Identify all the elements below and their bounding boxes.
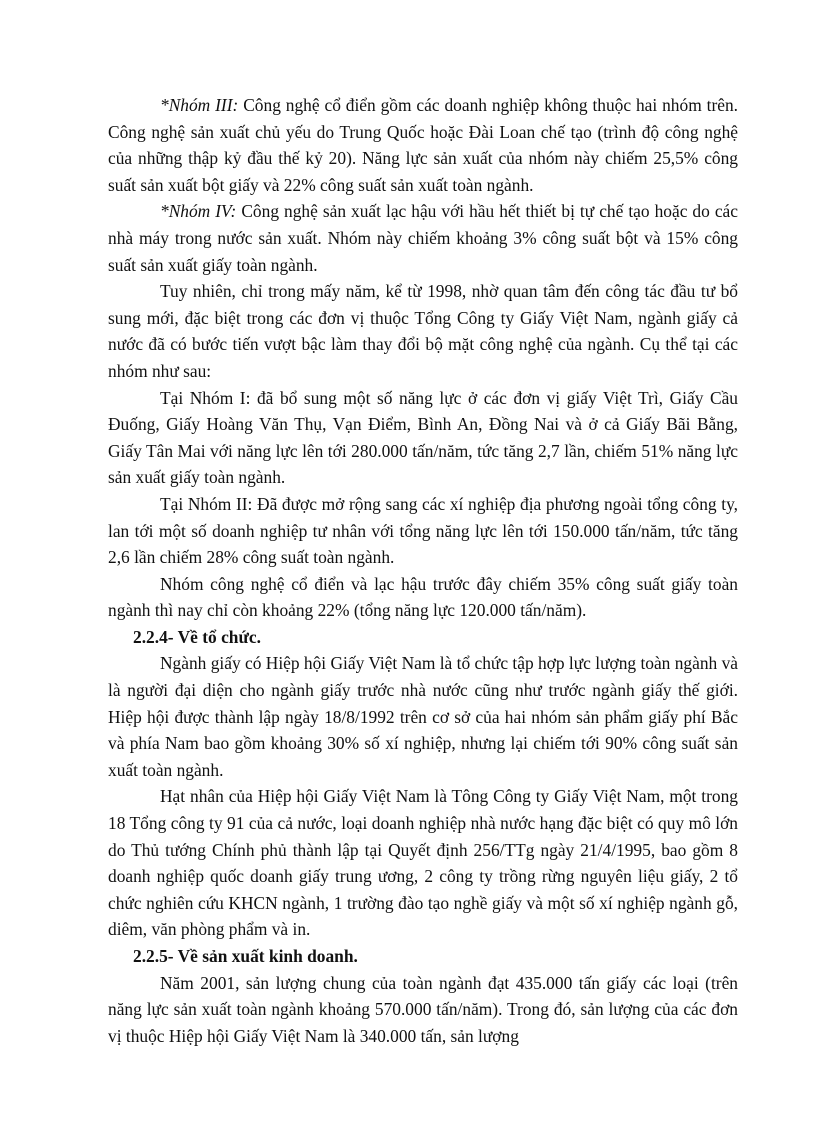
paragraph-progress-intro: Tuy nhiên, chỉ trong mấy năm, kể từ 1998, nhờ quan tâm đến công tác đầu tư bổ sung mới, đặc biệt trong các đơn vị thuộc Tổng Công ty Giấy Việt Nam, ngành giấy cả nước đã có bước tiến vượt bậc làm thay đổi bộ mặt công nghệ của ngành. Cụ thể tại các nhóm như sau: [108, 281, 738, 381]
paragraph-group-1-update: Tại Nhóm I: đã bổ sung một số năng lực ở các đơn vị giấy Việt Trì, Giấy Cầu Đuống, Giấy Hoàng Văn Thụ, Vạn Điểm, Bình An, Đồng Nai và ở cả Giấy Bãi Bằng, Giấy Tân Mai với năng lực lên tới 280.000 tấn/năm, tức tăng 2,7 lần, chiếm 51% năng lực sản xuất giấy toàn ngành. [108, 387, 738, 488]
section-heading-organization: 2.2.4- Về tổ chức. [133, 626, 261, 647]
section-heading-production: 2.2.5- Về sản xuất kinh doanh. [133, 946, 358, 966]
paragraph-group-4 [108, 198, 738, 278]
group-4-label: *Nhóm IV: [160, 201, 237, 222]
paragraph-corporation: Hạt nhân của Hiệp hội Giấy Việt Nam là Tông Công ty Giấy Việt Nam, một trong 18 Tổng công ty 91 của cả nước, loại doanh nghiệp nhà nước hạng đặc biệt có quy mô lớn do Thủ tướng Chính phủ thành lập tại Quyết định 256/TTg ngày 21/4/1995, bao gồm 8 doanh nghiệp quốc doanh giấy trung ương, 2 công ty trồng rừng nguyên liệu giấy, 2 tổ chức nghiên cứu KHCN ngành, 1 trường đào tạo nghề giấy và một số xí nghiệp ngành gỗ, diêm, văn phòng phẩm và in. [108, 786, 738, 940]
paragraph-association: Ngành giấy có Hiệp hội Giấy Việt Nam là tổ chức tập hợp lực lượng toàn ngành và là người đại diện cho ngành giấy trước nhà nước cũng như trước ngành giấy thế giới. Hiệp hội được thành lập ngày 18/8/1992 trên cơ sở của hai nhóm sản phẩm giấy phí Bắc và phía Nam bao gồm khoảng 30% số xí nghiệp, nhưng lại chiếm tới 90% công suất sản xuất toàn ngành. [108, 653, 738, 780]
paragraph-group-3 [108, 92, 738, 198]
group-3-text: Công nghệ cổ điển gồm các doanh nghiệp không thuộc hai nhóm trên. Công nghệ sản xuất chủ yếu do Trung Quốc hoặc Đài Loan chế tạo (trình độ công nghệ của những thập kỷ đầu thế kỷ 20). Năng lực sản xuất của nhóm này chiếm 25,5% công suất sản xuất bột giấy và 22% công suất sản xuất toàn ngành. [108, 95, 738, 195]
document-page [108, 92, 738, 1049]
paragraph-legacy-groups: Nhóm công nghệ cổ điển và lạc hậu trước đây chiếm 35% công suất giấy toàn ngành thì nay chỉ còn khoảng 22% (tổng năng lực 120.000 tấn/năm). [108, 573, 738, 621]
group-4-text: Công nghệ sản xuất lạc hậu với hầu hết thiết bị tự chế tạo hoặc do các nhà máy trong nước sản xuất. Nhóm này chiếm khoảng 3% công suất bột và 15% công suất sản xuất giấy toàn ngành. [108, 201, 738, 275]
paragraph-production-2001: Năm 2001, sản lượng chung của toàn ngành đạt 435.000 tấn giấy các loại (trên năng lực sản xuất toàn ngành khoảng 570.000 tấn/năm). Trong đó, sản lượng của các đơn vị thuộc Hiệp hội Giấy Việt Nam là 340.000 tấn, sản lượng [108, 972, 738, 1046]
group-3-label: *Nhóm III: [160, 95, 239, 115]
paragraph-group-2-update: Tại Nhóm II: Đã được mở rộng sang các xí nghiệp địa phương ngoài tổng công ty, lan tới một số doanh nghiệp tư nhân với tổng năng lực lên tới 150.000 tấn/năm, tức tăng 2,6 lần chiếm 28% công suất toàn ngành. [108, 493, 738, 568]
